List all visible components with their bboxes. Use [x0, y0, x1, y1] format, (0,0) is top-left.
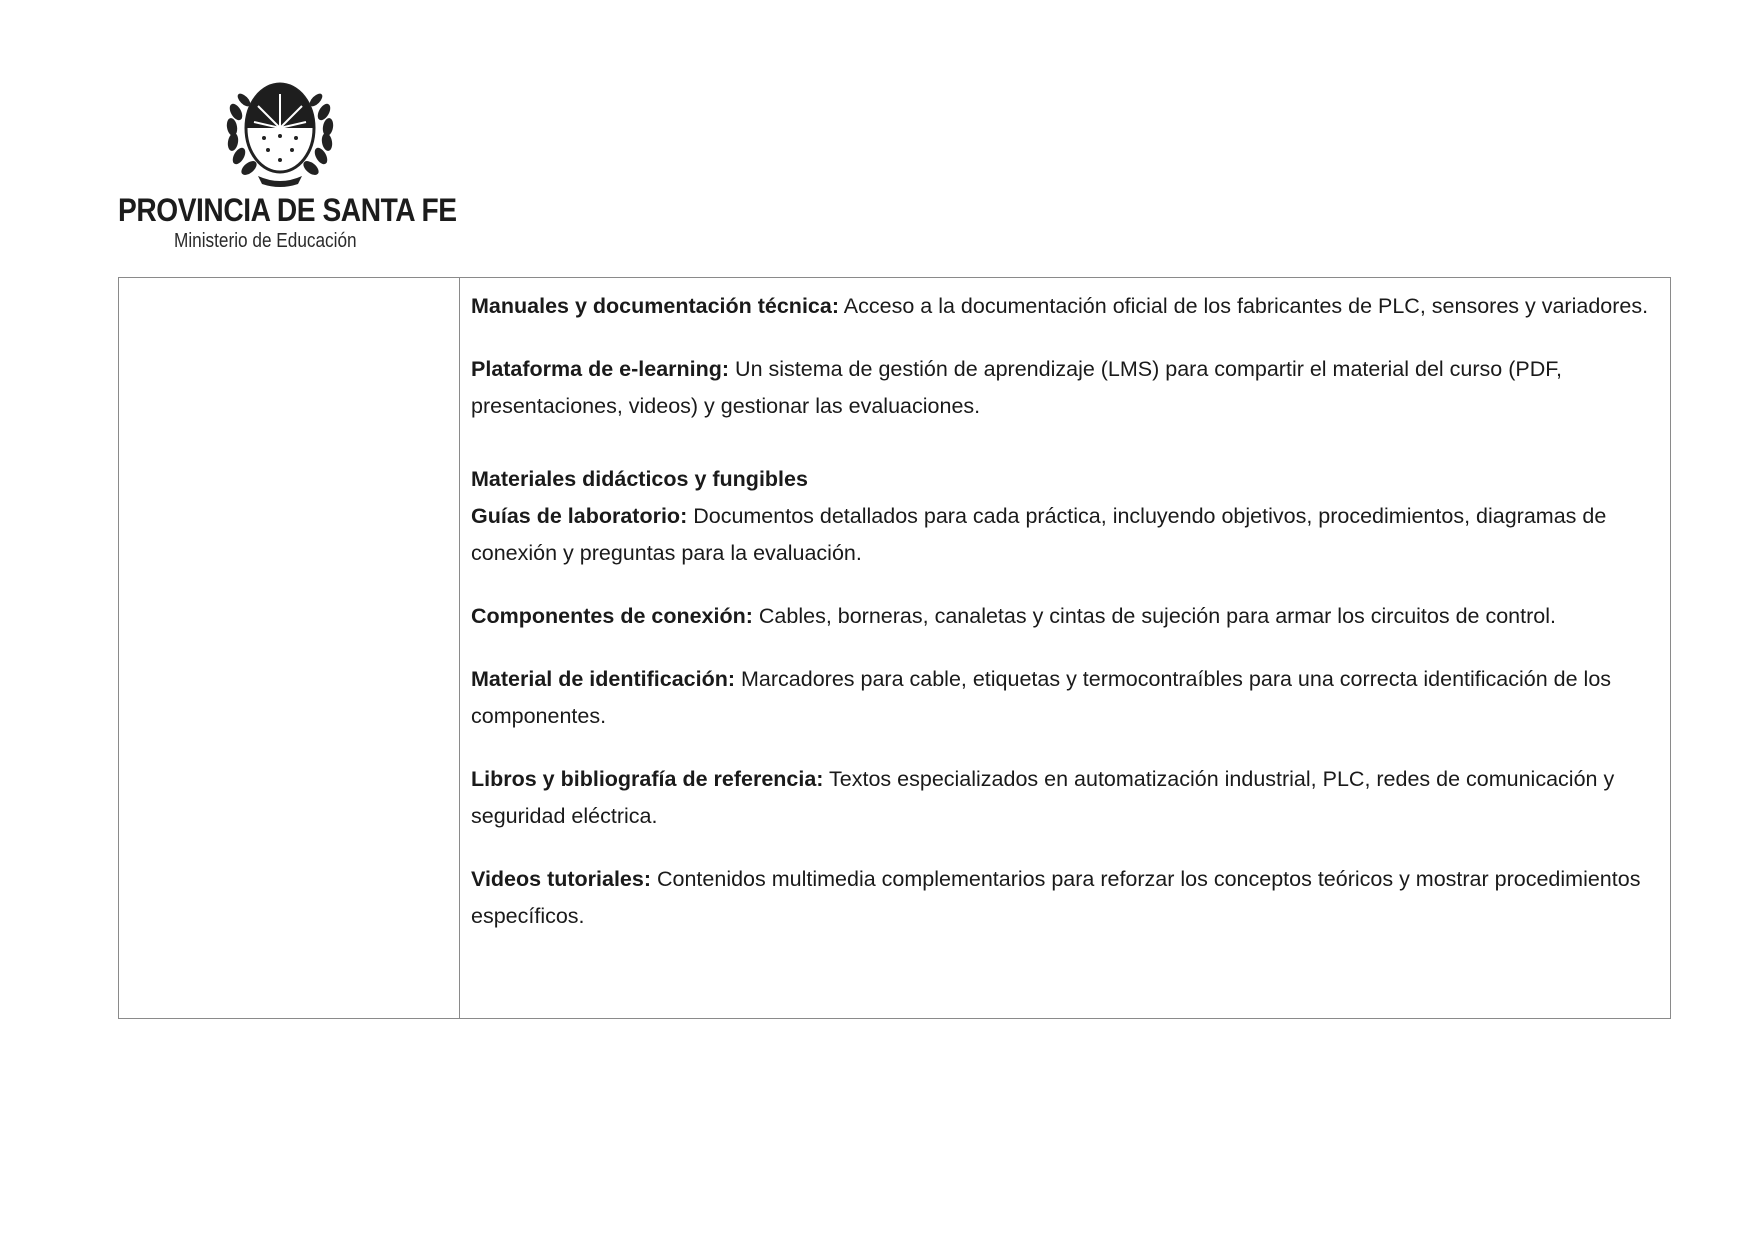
section-heading: Materiales didácticos y fungibles: [471, 467, 808, 491]
table-left-cell: [119, 278, 460, 1018]
item-label: Material de identificación:: [471, 667, 736, 691]
ministry-name: Ministerio de Educación: [174, 230, 357, 252]
list-item: [471, 861, 1660, 935]
list-item: [471, 661, 1660, 735]
item-label: Guías de laboratorio:: [471, 504, 688, 528]
resources-table: [118, 277, 1671, 1019]
list-item: [471, 498, 1660, 572]
coat-of-arms-icon: [222, 72, 338, 188]
item-label: Libros y bibliografía de referencia:: [471, 767, 824, 791]
item-text: Marcadores para cable, etiquetas y termocontraíbles para una correcta identificación de los componentes.: [471, 667, 1612, 728]
item-label: Videos tutoriales:: [471, 867, 652, 891]
item-text: Textos especializados en automatización industrial, PLC, redes de comunicación y seguridad eléctrica.: [471, 767, 1615, 828]
item-text: Documentos detallados para cada práctica, incluyendo objetivos, procedimientos, diagramas de conexión y preguntas para la evaluación.: [471, 504, 1607, 565]
item-label: Componentes de conexión:: [471, 604, 753, 628]
item-label: Manuales y documentación técnica:: [471, 294, 839, 318]
table-right-cell: [460, 278, 1670, 1018]
item-text: Contenidos multimedia complementarios para reforzar los conceptos teóricos y mostrar procedimientos específicos.: [471, 867, 1641, 928]
item-text: Un sistema de gestión de aprendizaje (LMS) para compartir el material del curso (PDF, presentaciones, videos) y gestionar las evaluaciones.: [471, 357, 1562, 418]
province-name: PROVINCIA DE SANTA FE: [118, 192, 457, 228]
list-item: [471, 351, 1660, 425]
item-text: Cables, borneras, canaletas y cintas de sujeción para armar los circuitos de control.: [752, 604, 1556, 628]
list-item: [471, 288, 1660, 325]
list-item: [471, 761, 1660, 835]
item-label: Plataforma de e-learning:: [471, 357, 730, 381]
list-item: [471, 598, 1660, 635]
item-text: Acceso a la documentación oficial de los fabricantes de PLC, sensores y variadores.: [839, 294, 1649, 318]
